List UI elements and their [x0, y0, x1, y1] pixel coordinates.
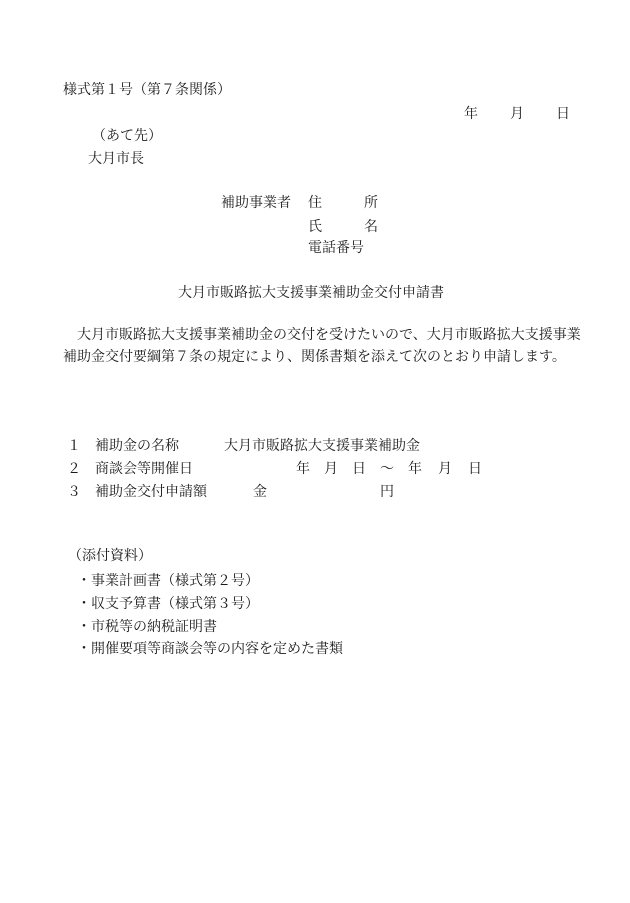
- attachment-item: ・収支予算書（様式第３号）: [77, 596, 259, 612]
- date-range-separator: ～: [380, 461, 394, 477]
- currency-prefix: 金: [253, 484, 267, 500]
- item-value: 大月市販路拡大支援事業補助金: [224, 438, 420, 454]
- document-body: 大月市販路拡大支援事業補助金の交付を受けたいので、大月市販路拡大支援事業補助金交付要綱第７条の規定により、関係書類を添えて次のとおり申請します。: [63, 327, 581, 365]
- applicant-address-label: [308, 195, 378, 211]
- date-line: [464, 106, 570, 122]
- start-year-label: 年: [296, 461, 310, 477]
- address-label-part-2: 所: [364, 195, 378, 211]
- name-label-part-1: 氏: [308, 219, 322, 235]
- attachment-item: ・市税等の納税証明書: [77, 619, 217, 635]
- date-month-label: 月: [510, 106, 524, 122]
- name-label-part-2: 名: [364, 219, 378, 235]
- end-year-label: 年: [408, 461, 422, 477]
- attachment-item: ・開催要項等商談会等の内容を定めた書類: [77, 641, 343, 657]
- addressee-name: 大月市長: [88, 151, 144, 167]
- item-label: 補助金の名称: [95, 438, 179, 454]
- item-label: 補助金交付申請額: [95, 484, 207, 500]
- end-month-label: 月: [438, 461, 452, 477]
- item-label: 商談会等開催日: [95, 461, 193, 477]
- applicant-phone-label: 電話番号: [308, 240, 364, 256]
- start-day-label: 日: [352, 461, 366, 477]
- addressee-prefix: （あて先）: [92, 128, 162, 144]
- end-day-label: 日: [468, 461, 482, 477]
- applicant-name-label: [308, 219, 378, 235]
- document-title: 大月市販路拡大支援事業補助金交付申請書: [178, 285, 444, 301]
- item-number: １: [67, 438, 81, 454]
- item-number: ３: [67, 484, 81, 500]
- attachments-heading: （添付資料）: [68, 548, 152, 564]
- date-year-label: 年: [464, 106, 478, 122]
- attachment-item: ・事業計画書（様式第２号）: [77, 573, 259, 589]
- currency-unit: 円: [380, 484, 394, 500]
- date-day-label: 日: [556, 106, 570, 122]
- address-label-part-1: 住: [308, 195, 322, 211]
- item-number: ２: [67, 461, 81, 477]
- form-number: 様式第１号（第７条関係）: [63, 82, 231, 98]
- applicant-role-label: 補助事業者: [221, 195, 291, 211]
- start-month-label: 月: [324, 461, 338, 477]
